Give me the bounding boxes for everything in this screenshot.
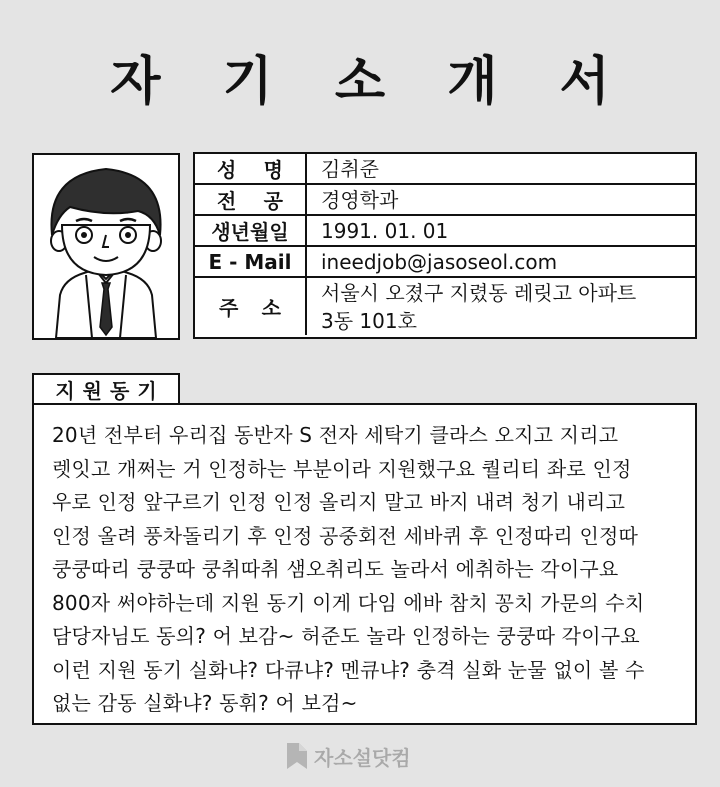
- motivation-line: 담당자님도 동의? 어 보감~ 허준도 놀라 인정하는 쿵쿵따 각이구요: [52, 624, 640, 648]
- birth-label: 생년월일: [195, 216, 307, 245]
- name-label: 성 명: [195, 154, 307, 183]
- major-row: [195, 185, 695, 216]
- watermark: [284, 741, 411, 771]
- motivation-line: 800자 써야하는데 지원 동기 이게 다임 에바 참치 꽁치 가문의 수치: [52, 590, 645, 615]
- name-value: 김취준: [321, 156, 379, 181]
- person-avatar-icon: [34, 155, 178, 338]
- major-label: 전 공: [195, 185, 307, 214]
- major-value: 경영학과: [321, 187, 399, 212]
- address-line-1: 서울시 오졌구 지렸동 레릿고 아파트: [321, 281, 637, 305]
- motivation-line: 20년 전부터 우리집 동반자 S 전자 세탁기 클라스 오지고 지리고: [52, 423, 619, 447]
- motivation-line: 없는 감동 실화냐? 동휘? 어 보검~: [52, 691, 358, 715]
- address-label: 주 소: [195, 278, 307, 335]
- birth-row: [195, 216, 695, 247]
- bookmark-logo-icon: [284, 741, 310, 771]
- birth-value: 1991. 01. 01: [321, 218, 449, 243]
- motivation-section-label: 지원동기: [32, 373, 180, 403]
- address-line-2: 3동 101호: [321, 309, 417, 333]
- profile-photo: [32, 153, 180, 340]
- name-row: [195, 154, 695, 185]
- address-value: [307, 278, 695, 335]
- motivation-line: 우로 인정 앞구르기 인정 인정 올리지 말고 바지 내려 청기 내리고: [52, 490, 626, 514]
- motivation-text-box: [32, 403, 697, 725]
- email-row: [195, 247, 695, 278]
- watermark-text: 자소설닷컴: [314, 745, 411, 770]
- motivation-line: 인정 올려 풍차돌리기 후 인정 공중회전 세바퀴 후 인정따리 인정따: [52, 523, 639, 548]
- personal-info-table: [193, 152, 697, 339]
- motivation-line: 쿵쿵따리 쿵쿵따 쿵취따취 샘오취리도 놀라서 에취하는 각이구요: [52, 557, 619, 581]
- address-row: [195, 278, 695, 335]
- motivation-line: 렛잇고 개쩌는 거 인정하는 부분이라 지원했구요 퀄리티 좌로 인정: [52, 456, 632, 481]
- email-label: E - Mail: [195, 247, 307, 276]
- email-value: ineedjob@jasoseol.com: [321, 249, 558, 274]
- page-title: 자 기 소 개 서: [110, 52, 632, 112]
- motivation-line: 이런 지원 동기 실화냐? 다큐냐? 멘큐냐? 충격 실화 눈물 없이 볼 수: [52, 657, 645, 682]
